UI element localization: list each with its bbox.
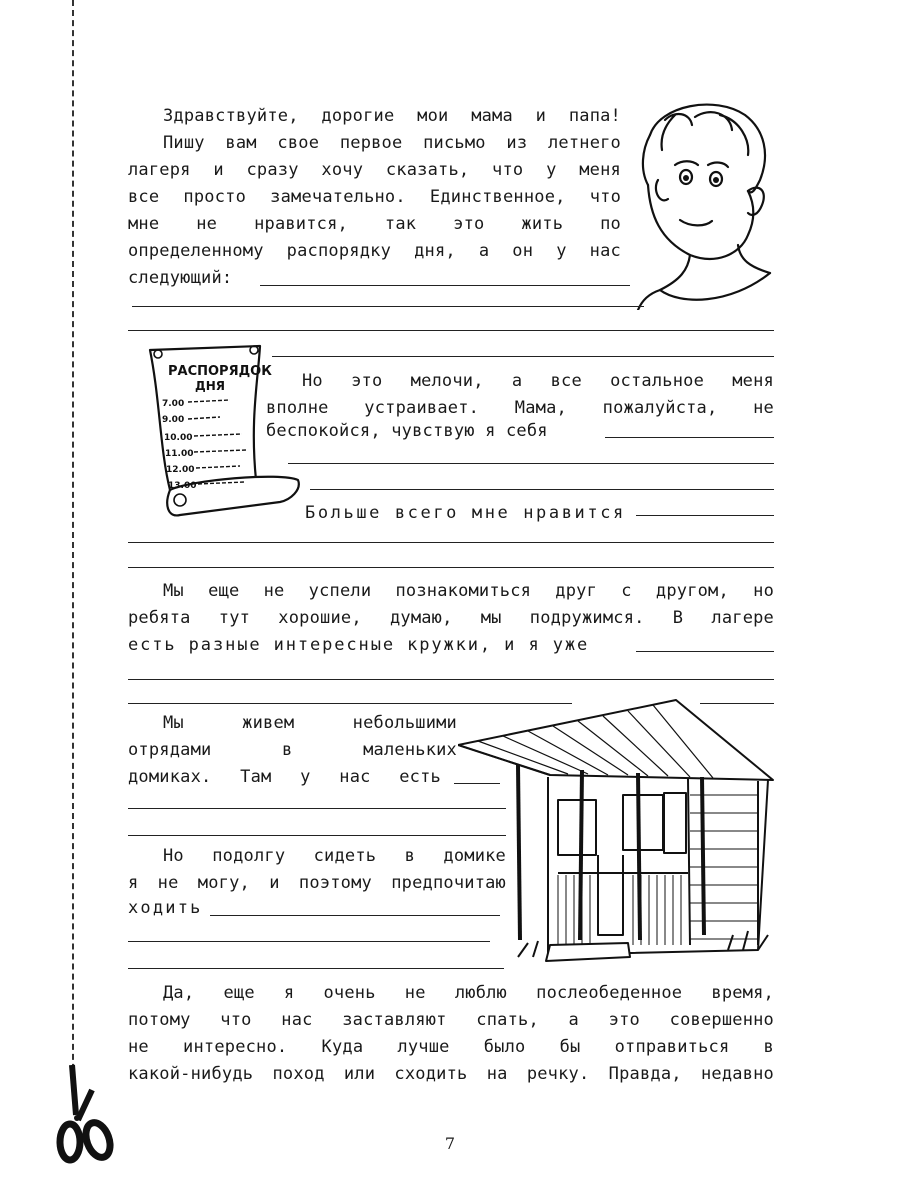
letter-line: Пишу вам свое первое письмо из летнего	[163, 133, 621, 153]
letter-line: следующий:	[128, 268, 233, 288]
letter-line: отрядами в маленьких	[128, 740, 457, 760]
scroll-time: 13.00	[168, 481, 197, 491]
letter-line: Но это мелочи, а все остальное меня	[302, 371, 774, 391]
answer-line[interactable]	[128, 330, 774, 331]
answer-line[interactable]	[128, 968, 504, 969]
letter-line: Мы еще не успели познакомиться друг с другом, но	[163, 581, 774, 601]
answer-line[interactable]	[132, 306, 644, 307]
answer-line[interactable]	[288, 463, 774, 464]
answer-line[interactable]	[636, 515, 774, 516]
cut-line	[72, 0, 74, 1090]
scroll-time: 12.00	[166, 465, 195, 475]
scroll-time: 11.00	[165, 449, 194, 459]
letter-line: ходить	[128, 898, 203, 918]
letter-line: Здравствуйте, дорогие мои мама и папа!	[163, 106, 621, 126]
scroll-time: 10.00	[164, 433, 193, 443]
answer-line[interactable]	[700, 703, 774, 704]
answer-line[interactable]	[128, 835, 506, 836]
answer-line[interactable]	[128, 679, 774, 680]
scroll-title-2: ДНЯ	[195, 379, 225, 393]
letter-line: мне не нравится, так это жить по	[128, 214, 621, 234]
answer-line[interactable]	[260, 285, 630, 286]
letter-line: Да, еще я очень не люблю послеобеденное время,	[163, 983, 774, 1003]
letter-line: Но подолгу сидеть в домике	[163, 846, 506, 866]
letter-line: есть разные интересные кружки, и я уже	[128, 635, 590, 655]
camp-cabin-illustration	[458, 695, 780, 980]
letter-line: не интересно. Куда лучше было бы отправиться в	[128, 1037, 774, 1057]
answer-line[interactable]	[128, 567, 774, 568]
scroll-time: 7.00	[162, 399, 185, 409]
letter-line: потому что нас заставляют спать, а это совершенно	[128, 1010, 774, 1030]
boy-illustration	[620, 95, 775, 310]
scroll-title-1: РАСПОРЯДОК	[168, 364, 272, 379]
letter-line: беспокойся, чувствую я себя	[266, 421, 548, 441]
answer-line[interactable]	[128, 542, 774, 543]
letter-line: все просто замечательно. Единственное, что	[128, 187, 621, 207]
answer-line[interactable]	[128, 808, 506, 809]
answer-line[interactable]	[636, 651, 774, 652]
answer-line[interactable]	[310, 489, 774, 490]
answer-line[interactable]	[272, 356, 774, 357]
letter-line: вполне устраивает. Мама, пожалуйста, не	[266, 398, 774, 418]
letter-line: ребята тут хорошие, думаю, мы подружимся. В лагере	[128, 608, 774, 628]
letter-line: я не могу, и поэтому предпочитаю	[128, 873, 506, 893]
letter-line: определенному распорядку дня, а он у нас	[128, 241, 621, 261]
letter-line: лагеря и сразу хочу сказать, что у меня	[128, 160, 621, 180]
scroll-time: 9.00	[162, 415, 185, 425]
answer-line[interactable]	[605, 437, 774, 438]
letter-line: Мы живем небольшими	[163, 713, 457, 733]
letter-line: какой-нибудь поход или сходить на речку. Правда, недавно	[128, 1064, 774, 1084]
letter-line: домиках. Там у нас есть	[128, 767, 441, 787]
letter-line: Больше всего мне нравится	[305, 503, 626, 523]
page-number: 7	[444, 1134, 456, 1153]
answer-line[interactable]	[128, 941, 490, 942]
answer-line[interactable]	[210, 915, 500, 916]
answer-line[interactable]	[454, 783, 500, 784]
scissors-icon	[52, 1060, 122, 1170]
answer-line[interactable]	[128, 703, 572, 704]
